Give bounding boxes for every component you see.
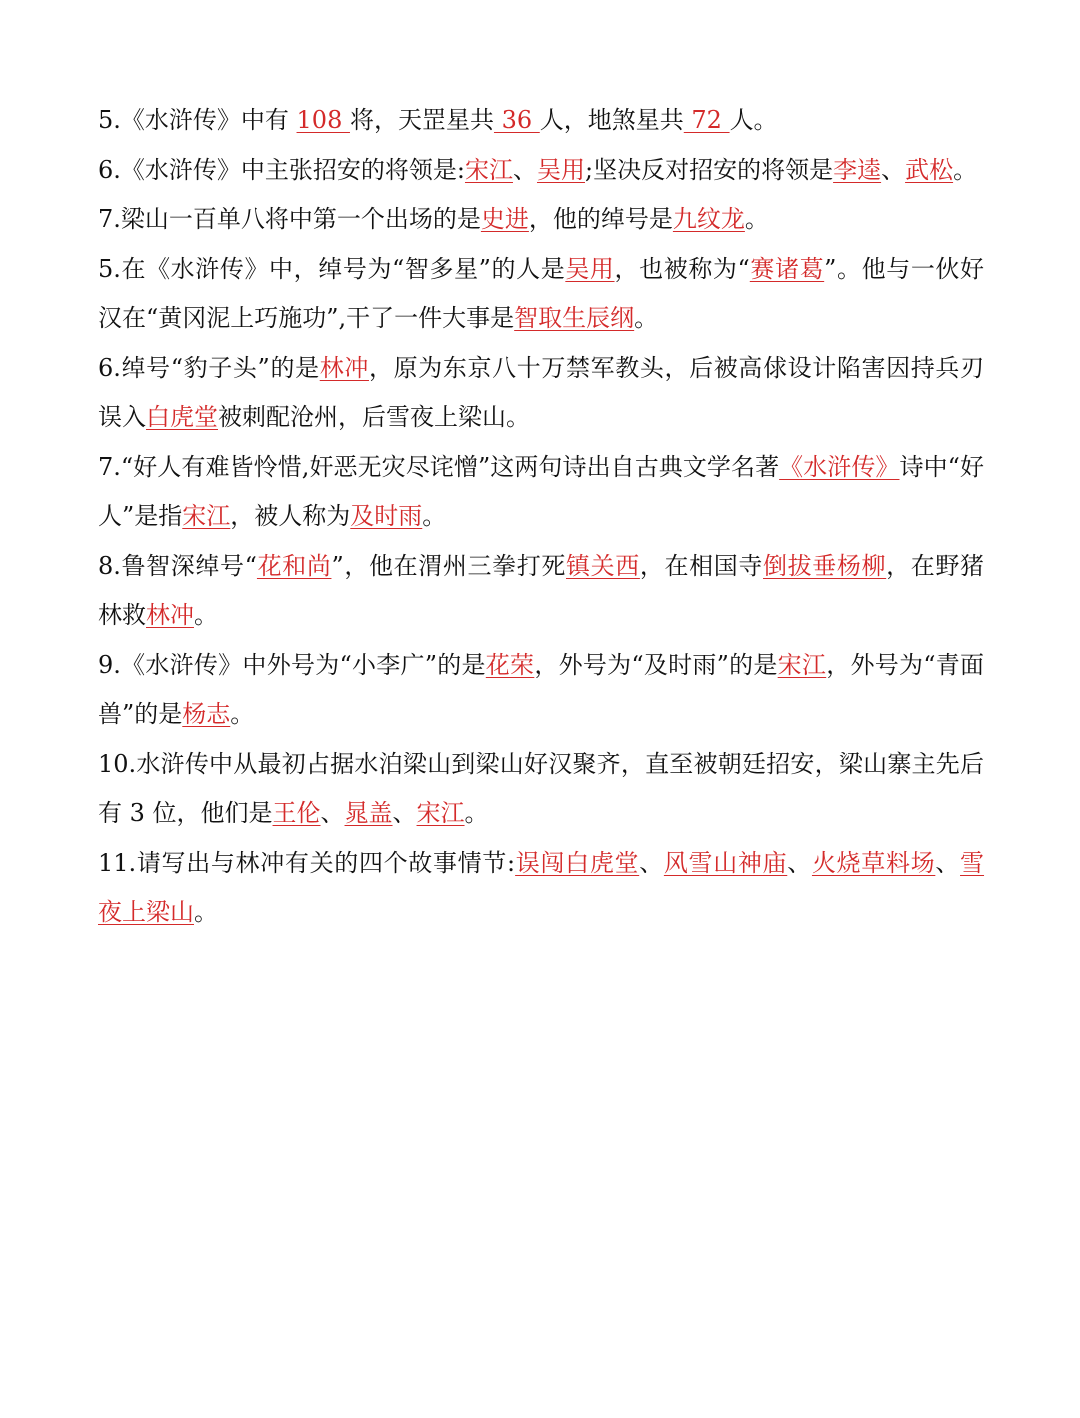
- question-text: 6.绰号“豹子头”的是: [98, 353, 320, 382]
- question-text: 、: [639, 848, 664, 877]
- answer-text: 风雪山神庙: [663, 848, 788, 877]
- answer-text: 晁盖: [344, 799, 393, 827]
- answer-text: 倒拔垂杨柳: [763, 551, 887, 580]
- question-text: 5.在《水浒传》中，绰号为“智多星”的人是: [98, 254, 566, 283]
- question-text: 、: [935, 848, 961, 877]
- question-text: 。: [953, 155, 978, 184]
- question-text: 人，地煞星共: [539, 106, 684, 134]
- question-text: 8.鲁智深绰号“: [98, 551, 257, 580]
- question-text: 11.请写出与林冲有关的四个故事情节:: [98, 848, 516, 877]
- question-text: ，也被称为“: [614, 254, 750, 283]
- answer-text: 武松: [905, 155, 954, 184]
- question-text: 。: [464, 799, 489, 827]
- answer-text: 《水浒传》: [779, 452, 900, 481]
- question-text: 9.《水浒传》中外号为“小李广”的是: [98, 650, 486, 679]
- question-text: ，他的绰号是: [528, 205, 673, 233]
- question-text: 7.“好人有难皆怜惜,奸恶无灾尽诧憎”这两句诗出自古典文学名著: [98, 452, 780, 481]
- answer-text: 林冲: [319, 353, 369, 382]
- question-text: 5.《水浒传》中有: [98, 106, 297, 134]
- question-paragraph: [98, 146, 984, 196]
- question-text: ”。他与一伙好汉在“黄冈泥上巧施功”,干了一件大事是: [98, 254, 985, 332]
- question-text: ，原为东京八十万禁军教头，后被高俅设计陷害因持兵刃误入: [98, 353, 985, 431]
- answer-text: 赛诸葛: [749, 254, 825, 283]
- question-paragraph: [98, 245, 984, 344]
- question-text: 、: [787, 848, 812, 877]
- question-paragraph: [98, 195, 984, 245]
- question-text: ;坚决反对招安的将领是: [584, 155, 834, 184]
- question-paragraph: [98, 344, 984, 443]
- answer-text: 及时雨: [350, 502, 423, 530]
- question-text: 7.梁山一百单八将中第一个出场的是: [98, 205, 481, 233]
- answer-text: 72: [683, 106, 730, 134]
- question-text: ，被人称为: [230, 502, 351, 530]
- answer-text: 雪夜上梁山: [98, 848, 985, 926]
- question-text: ，在相国寺: [639, 551, 764, 580]
- answer-text: 杨志: [182, 700, 231, 728]
- question-paragraph: [98, 641, 984, 740]
- question-text: 。: [230, 700, 255, 728]
- question-text: 10.水浒传中从最初占据水泊梁山到梁山好汉聚齐，直至被朝廷招安，梁山寨主先后有 3 位，他们是: [98, 749, 984, 827]
- answer-text: 史进: [480, 205, 529, 233]
- question-text: 。: [194, 601, 218, 629]
- question-text: ”，他在渭州三拳打死: [331, 551, 566, 580]
- question-text: ，外号为“青面兽”的是: [98, 650, 984, 728]
- answer-text: 宋江: [777, 650, 827, 679]
- answer-text: 36: [493, 106, 540, 134]
- answer-text: 误闯白虎堂: [515, 848, 640, 877]
- question-text: 诗中“好人”是指: [98, 452, 984, 530]
- question-text: 被刺配沧州，后雪夜上梁山。: [218, 403, 530, 431]
- question-text: 人。: [729, 106, 778, 134]
- answer-text: 林冲: [146, 601, 194, 629]
- answer-text: 智取生辰纲: [514, 304, 635, 332]
- answer-text: 火烧草料场: [811, 848, 936, 877]
- question-paragraph: [98, 542, 984, 641]
- answer-text: 108: [296, 106, 350, 134]
- answer-text: 镇关西: [566, 551, 640, 580]
- question-paragraph: [98, 740, 984, 839]
- answer-text: 九纹龙: [672, 205, 745, 233]
- answer-text: 宋江: [416, 799, 465, 827]
- answer-text: 宋江: [182, 502, 231, 530]
- document-body: [98, 96, 984, 938]
- question-text: 。: [422, 502, 447, 530]
- answer-text: 白虎堂: [146, 403, 218, 431]
- question-text: ，在野猪林救: [98, 551, 985, 629]
- answer-text: 王伦: [272, 799, 321, 827]
- answer-text: 花和尚: [256, 551, 332, 580]
- question-text: ，外号为“及时雨”的是: [534, 650, 778, 679]
- question-text: 、: [320, 799, 345, 827]
- question-text: 将，天罡星共: [349, 106, 494, 134]
- question-text: 。: [744, 205, 769, 233]
- question-text: 6.《水浒传》中主张招安的将领是:: [98, 155, 465, 184]
- question-paragraph: [98, 443, 984, 542]
- question-text: 、: [881, 155, 906, 184]
- question-text: 、: [392, 799, 417, 827]
- answer-text: 吴用: [565, 254, 615, 283]
- question-text: 、: [512, 155, 537, 184]
- answer-text: 吴用: [536, 155, 585, 184]
- question-text: 。: [194, 898, 218, 926]
- answer-text: 宋江: [464, 155, 513, 184]
- answer-text: 花荣: [485, 650, 535, 679]
- question-text: 。: [634, 304, 659, 332]
- question-paragraph: [98, 839, 984, 938]
- answer-text: 李逵: [833, 155, 882, 184]
- question-paragraph: [98, 96, 984, 146]
